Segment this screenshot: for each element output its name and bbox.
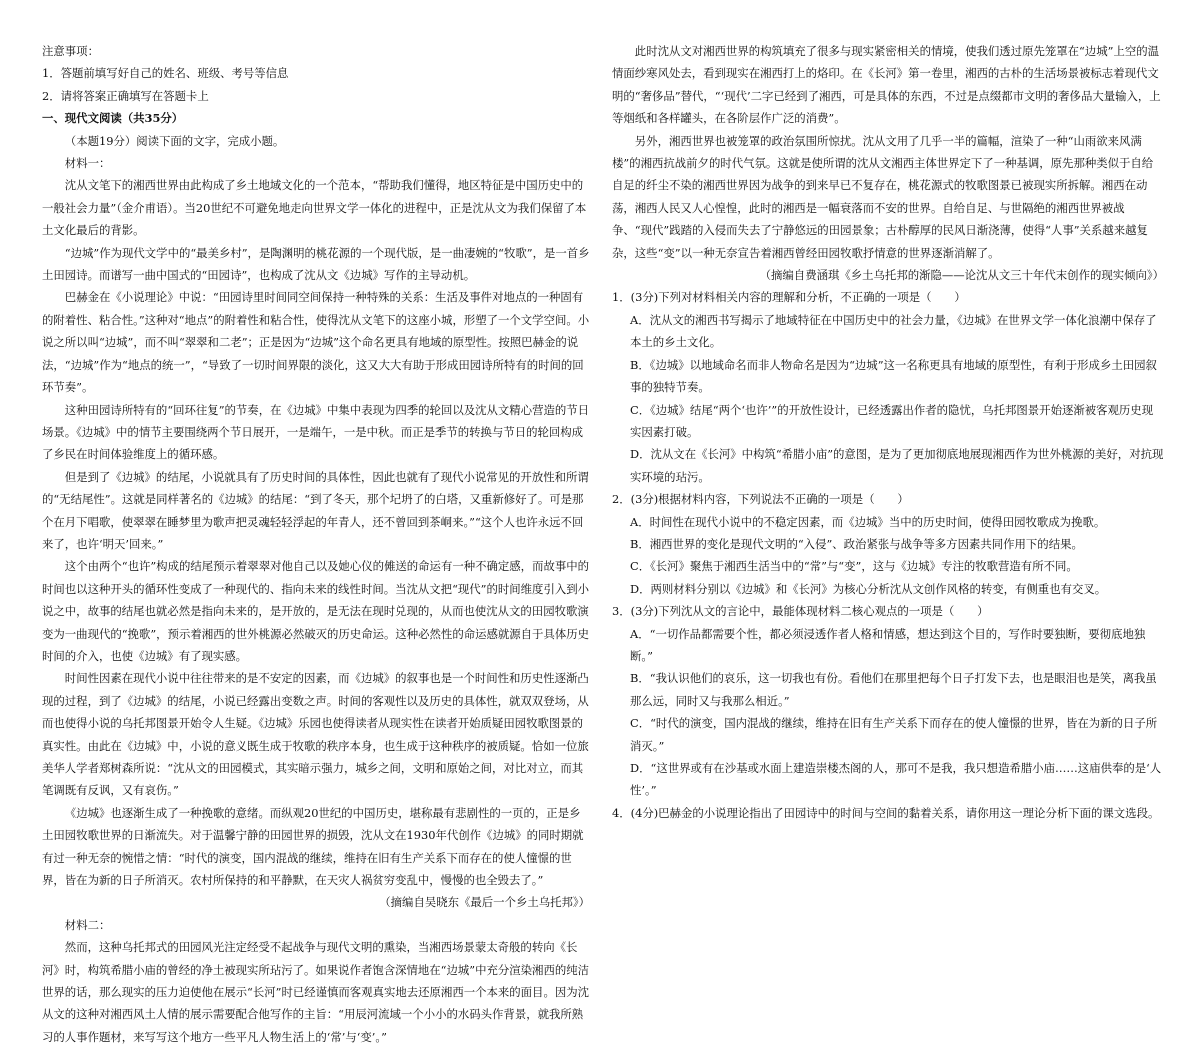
question-3-option-d: D．“这世界或有在沙基或水面上建造崇楼杰阁的人，那可不是我，我只想造希腊小庙……这庙供奉的是‘人性’。”: [630, 761, 1162, 798]
material1-source: （摘编自吴晓东《最后一个乡土乌托邦》）: [379, 895, 590, 910]
material1-paragraph-8: 《边城》也逐渐生成了一种挽歌的意绪。而纵观20世纪的中国历史，堪称最有悲剧性的一页的，正是乡土田园牧歌世界的日渐流失。对于温馨宁静的田园世界的损毁，沈从文在1930年代创作《边城》的同时期就有过一种无奈的惋惜之情：“时代的演变，国内混战的继续，维持在旧有生产关系下而存在的使人憧憬的世界，皆在为新的日子所消灭。农村所保持的和平静默，在天灾人祸贫穷变乱中，慢慢的也全毁去了。”: [42, 805, 584, 888]
question-1-option-c: C．《边城》结尾“两个‘也许’”的开放性设计，已经透露出作者的隐忧，乌托邦图景开始逐渐被客观历史现实因素打破。: [630, 402, 1154, 439]
material1-paragraph-2: “边城”作为现代文学中的“最美乡村”，是陶渊明的桃花源的一个现代版，是一曲凄婉的“牧歌”，是一首乡土田园诗。而谱写一曲中国式的“田园诗”，也构成了沈从文《边城》写作的主导动机。: [42, 245, 590, 283]
material1-paragraph-6: 这个由两个“也许”构成的结尾预示着翠翠对他自己以及她心仪的傩送的命运有一种不确定感，而故事中的时间也以这种开头的循环性变成了一种现代的、指向未来的线性时间。当沈从文把“现代”的时间维度引入到小说之中，故事的结尾也就必然是指向未来的，是开放的，是无法在现时兑现的，从而也使沈从文的田园牧歌演变为一曲现代的“挽歌”，预示着湘西的世外桃源必然破灭的历史命运。这种必然性的命运感就源自于具体历史时间的介入，也使《边城》有了现实感。: [42, 559, 590, 663]
question-2-option-a: A．时间性在现代小说中的不稳定因素，而《边城》当中的历史时间，使得田园牧歌成为挽歌。: [630, 514, 1106, 529]
question-3-option-a: A．“一切作品都需要个性，都必须浸透作者人格和情感，想达到这个目的，写作时要独断，要彻底地独断。”: [630, 626, 1146, 663]
left-column: [42, 40, 590, 1048]
notice-item-2: 2．请将答案正确填写在答题卡上: [42, 88, 209, 103]
question-2-option-c: C．《长河》聚焦于湘西生活当中的“常”与“变”，这与《边城》专注的牧歌营造有所不同。: [630, 559, 1078, 574]
question-2-stem: 2．(3分)根据材料内容，下列说法不正确的一项是（ ）: [612, 492, 909, 507]
material2-source: （摘编自费涵琪《乡土乌托邦的渐隐——论沈从文三十年代末创作的现实倾向》）: [759, 268, 1164, 283]
section-heading: 一、现代文阅读（共35分）: [42, 111, 184, 126]
question-4-stem: 4．(4分)巴赫金的小说理论指出了田园诗中的时间与空间的黏着关系，请你用这一理论分析下面的课文选段。: [612, 805, 1160, 820]
material2-paragraph-3: 另外，湘西世界也被笼罩的政治氛围所惊扰。沈从文用了几乎一半的篇幅，渲染了一种“山雨欲来风满楼”的湘西抗战前夕的时代气氛。这就是使所谓的沈从文湘西主体世界定下了一种基调，原先那种类似于自给自足的纤尘不染的湘西世界因为战争的到来早已不复存在，桃花源式的牧歌图景已被现实所拆解。湘西在动荡，湘西人民又人心惶惶，此时的湘西是一幅衰落而不安的世界。自给自足、与世隔绝的湘西世界被战争、“现代”践踏的入侵而失去了宁静悠远的田园景象；古朴醇厚的民风日渐浇薄，使得“人事”关系越来越复杂，这些“变”以一种无奈宣告着湘西曾经田园牧歌抒情意的世界逐渐消解了。: [612, 133, 1154, 260]
material1-paragraph-1: 沈从文笔下的湘西世界由此构成了乡土地域文化的一个范本，“帮助我们懂得，地区特征是中国历史中的一般社会力量”（金介甫语）。当20世纪不可避免地走向世界文学一体化的进程中，正是沈从文为我们保留了本土文化最后的背影。: [42, 178, 587, 238]
question-3-option-c: C．“时代的演变，国内混战的继续，维持在旧有生产关系下而存在的使人憧憬的世界，皆在为新的日子所消灭。”: [630, 716, 1158, 753]
question-1-stem: 1．(3分)下列对材料相关内容的理解和分析，不正确的一项是（ ）: [612, 290, 966, 305]
question-2-option-b: B．湘西世界的变化是现代文明的“入侵”、政治紧张与战争等多方因素共同作用下的结果。: [630, 536, 1083, 551]
notice-item-1: 1．答题前填写好自己的姓名、班级、考号等信息: [42, 66, 289, 81]
question-1-option-a: A．沈从文的湘西书写揭示了地域特征在中国历史中的社会力量，《边城》在世界文学一体化浪潮中保存了本土的乡土文化。: [630, 312, 1157, 350]
question-1-option-d: D．沈从文在《长河》中构筑“希腊小庙”的意图，是为了更加彻底地展现湘西作为世外桃源的美好，对抗现实环境的玷污。: [630, 447, 1164, 484]
material2-paragraph-2: 此时沈从文对湘西世界的构筑填充了很多与现实紧密相关的情境，使我们透过原先笼罩在“边城”上空的温情面纱寒风处去，看到现实在湘西打上的烙印。在《长河》第一卷里，湘西的古朴的生活场景被标志着现代文明的“奢侈品”替代，“‘现代’二字已经到了湘西，可是具体的东西，不过是点缀都市文明的奢侈品大量输入，上等烟纸和各样罐头，在各阶层作广泛的消费”。: [612, 44, 1161, 126]
material2-paragraph-1: 然而，这种乌托邦式的田园风光注定经受不起战争与现代文明的熏染，当湘西场景蒙太奇般的转向《长河》时，构筑希腊小庙的曾经的净土被现实所玷污了。如果说作者饱含深情地在“边城”中充分渲染湘西的纯洁世界的话，那么现实的压力迫使他在展示“长河”时已经谨慎而客观真实地去还原湘西一个本来的面目。因为沈从文的这种对湘西风土人情的展示需要配合他写作的主旨：“用辰河流域一个小小的水码头作背景，就我所熟习的人事作题材，来写写这个地方一些平凡人物生活上的‘常’与‘变’。”: [42, 940, 590, 1044]
section-intro: （本题19分）阅读下面的文字，完成小题。: [64, 133, 285, 148]
material1-paragraph-3: 巴赫金在《小说理论》中说：“田园诗里时间同空间保持一种特殊的关系：生活及事件对地点的一种固有的附着性、粘合性。”这种对“地点”的附着性和粘合性，使得沈从文笔下的这座小城，形塑了一个文学空间。小说之所以叫“边城”，而不叫“翠翠和二老”；正是因为“边城”这个命名更具有地域的原型性。按照巴赫金的说法，“边城”作为“地点的统一”，“导致了一切时间界限的淡化，这又大大有助于形成田园诗所特有的时间的回环节奏”。: [42, 290, 590, 395]
material2-label: 材料二：: [64, 917, 111, 932]
question-3-stem: 3．(3分)下列沈从文的言论中，最能体现材料二核心观点的一项是（ ）: [612, 604, 989, 619]
material1-paragraph-5: 但是到了《边城》的结尾，小说就具有了历史时间的具体性，因此也就有了现代小说常见的开放性和所谓的“无结尾性”。这就是同样著名的《边城》的结尾：“到了冬天，那个圮坍了的白塔，又重新修好了。可是那个在月下唱歌，使翠翠在睡梦里为歌声把灵魂轻轻浮起的年青人，还不曾回到茶峒来。”“这个人也许永远不回来了，也许‘明天’回来。”: [42, 469, 589, 551]
question-1-option-b: B．《边城》以地域命名而非人物命名是因为“边城”这一名称更具有地域的原型性，有利于形成乡土田园叙事的独特节奏。: [630, 357, 1157, 395]
question-2-option-d: D．两则材料分别以《边城》和《长河》为核心分析沈从文创作风格的转变，有侧重也有交叉。: [630, 581, 1107, 596]
question-3-option-b: B．“我认识他们的哀乐，这一切我也有份。看他们在那里把每个日子打发下去，也是眼泪也是笑，离我虽那么远，同时又与我那么相近。”: [630, 671, 1157, 708]
material1-paragraph-7: 时间性因素在现代小说中往往带来的是不安定的因素，而《边城》的叙事也是一个时间性和历史性逐渐凸现的过程，到了《边城》的结尾，小说已经露出变数之声。时间的客观性以及历史的具体性，就双双登场，从而也使得小说的乌托邦图景开始令人生疑。《边城》乐园也使得读者从现实性在读者开始质疑田园牧歌图景的真实性。由此在《边城》中，小说的意义既生成于牧歌的秩序本身，也生成于这种秩序的被质疑。恰如一位旅美华人学者郑树森所说：“沈从文的田园模式，其实暗示强力，城乡之间，文明和原始之间，对比对立，而其笔调既有反讽，又有哀伤。”: [42, 671, 589, 798]
notice-title: 注意事项：: [42, 44, 99, 58]
material1-paragraph-4: 这种田园诗所特有的“回环往复”的节奏，在《边城》中集中表现为四季的轮回以及沈从文精心营造的节日场景。《边城》中的情节主要围绕两个节日展开，一是端午，一是中秋。而正是季节的转换与节日的轮回构成了乡民在时间体验维度上的循环感。: [42, 402, 590, 462]
right-column: [612, 40, 1164, 824]
material1-label: 材料一：: [64, 156, 111, 171]
